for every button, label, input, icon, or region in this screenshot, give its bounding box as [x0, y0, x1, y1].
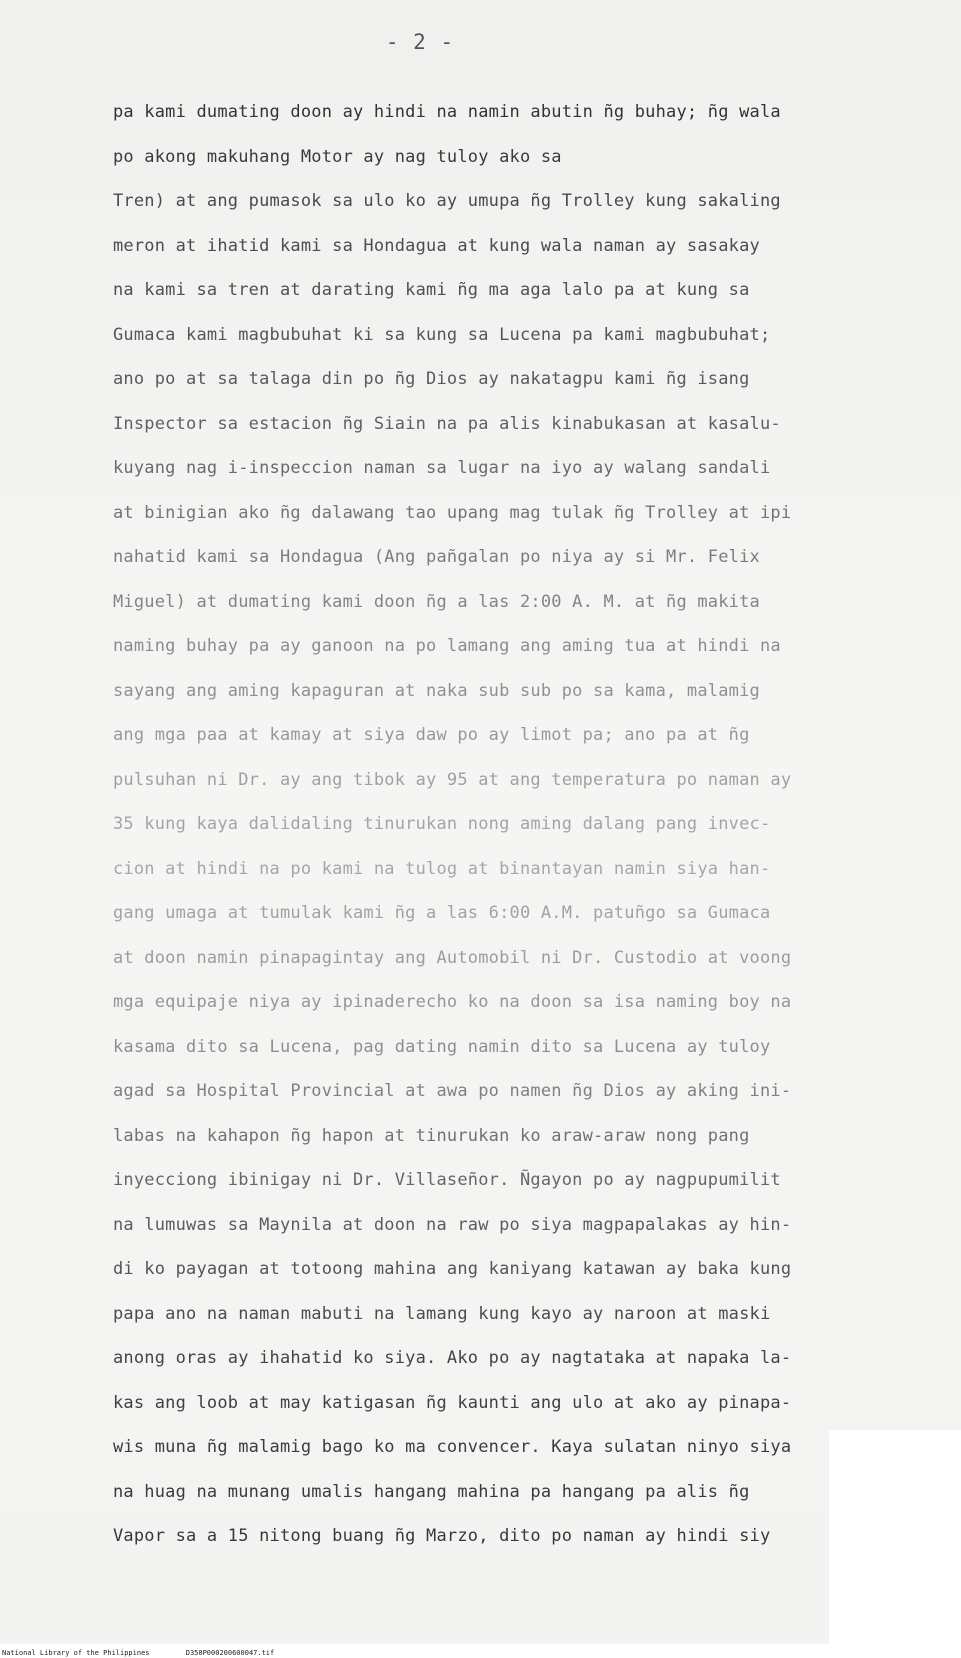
text-line: inyecciong ibinigay ni Dr. Villaseñor. Ñgayon po ay nagpupumilit	[113, 1170, 781, 1190]
text-line: at binigian ako ñg dalawang tao upang mag tulak ñg Trolley at ipi	[113, 502, 792, 523]
footer-institution: National Library of the Philippines	[2, 1649, 150, 1657]
text-line: kasama dito sa Lucena, pag dating namin dito sa Lucena ay tuloy	[113, 1036, 771, 1057]
text-line: labas na kahapon ñg hapon at tinurukan ko araw-araw nong pang	[113, 1125, 750, 1146]
text-line: naming buhay pa ay ganoon na po lamang ang aming tua at hindi na	[113, 636, 781, 656]
text-line: Tren) at ang pumasok sa ulo ko ay umupa ñg Trolley kung sakaling	[113, 191, 781, 211]
text-line: ano po at sa talaga din po ñg Dios ay nakatagpu kami ñg isang	[113, 369, 750, 389]
text-line: at doon namin pinapagintay ang Automobil ni Dr. Custodio at voong	[113, 947, 792, 968]
text-line: nahatid kami sa Hondagua (Ang pañgalan po niya ay si Mr. Felix	[113, 547, 760, 567]
text-line: Inspector sa estacion ñg Siain na pa alis kinabukasan at kasalu-	[113, 413, 781, 434]
text-line: sayang ang aming kapaguran at naka sub sub po sa kama, malamig	[113, 680, 760, 701]
text-line: anong oras ay ihahatid ko siya. Ako po ay nagtataka at napaka la-	[113, 1348, 792, 1368]
text-line: po akong makuhang Motor ay nag tuloy ako sa	[113, 146, 562, 167]
text-line: agad sa Hospital Provincial at awa po namen ñg Dios ay aking ini-	[113, 1081, 792, 1101]
text-line: pa kami dumating doon ay hindi na namin abutin ñg buhay; ñg wala	[113, 102, 781, 122]
letter-body	[113, 90, 873, 1559]
text-line: 35 kung kaya dalidaling tinurukan nong aming dalang pang invec-	[113, 814, 771, 834]
footer-file-id: D350P000200600047.tif	[185, 1649, 275, 1657]
scan-blank-area	[829, 1430, 961, 1644]
text-line: Miguel) at dumating kami doon ñg a las 2:00 A. M. at ñg makita	[113, 591, 760, 612]
text-line: na huag na munang umalis hangang mahina pa hangang pa alis ñg	[113, 1481, 750, 1502]
text-line: kuyang nag i-inspeccion naman sa lugar na iyo ay walang sandali	[113, 458, 771, 478]
scan-footer-text	[2, 1649, 306, 1657]
text-line: na lumuwas sa Maynila at doon na raw po siya magpapalakas ay hin-	[113, 1214, 792, 1235]
text-line: wis muna ñg malamig bago ko ma convencer. Kaya sulatan ninyo siya	[113, 1437, 792, 1457]
text-line: papa ano na naman mabuti na lamang kung kayo ay naroon at maski	[113, 1303, 771, 1324]
text-line: kas ang loob at may katigasan ñg kaunti ang ulo at ako ay pinapa-	[113, 1392, 792, 1413]
text-line: mga equipaje niya ay ipinaderecho ko na doon sa isa naming boy na	[113, 992, 792, 1012]
text-line: pulsuhan ni Dr. ay ang tibok ay 95 at ang temperatura po naman ay	[113, 769, 792, 790]
text-line: meron at ihatid kami sa Hondagua at kung wala naman ay sasakay	[113, 235, 760, 256]
text-line: Gumaca kami magbubuhat ki sa kung sa Lucena pa kami magbubuhat;	[113, 324, 771, 345]
text-line: cion at hindi na po kami na tulog at binantayan namin siya han-	[113, 858, 771, 879]
page-number: - 2 -	[385, 30, 455, 54]
text-line: Vapor sa a 15 nitong buang ñg Marzo, dito po naman ay hindi siy	[113, 1526, 771, 1546]
text-line: na kami sa tren at darating kami ñg ma aga lalo pa at kung sa	[113, 280, 750, 300]
text-line: ang mga paa at kamay at siya daw po ay limot pa; ano pa at ñg	[113, 725, 750, 745]
scan-footer	[0, 1644, 961, 1658]
text-line: di ko payagan at totoong mahina ang kaniyang katawan ay baka kung	[113, 1259, 792, 1279]
text-line: gang umaga at tumulak kami ñg a las 6:00 A.M. patuñgo sa Gumaca	[113, 903, 771, 923]
